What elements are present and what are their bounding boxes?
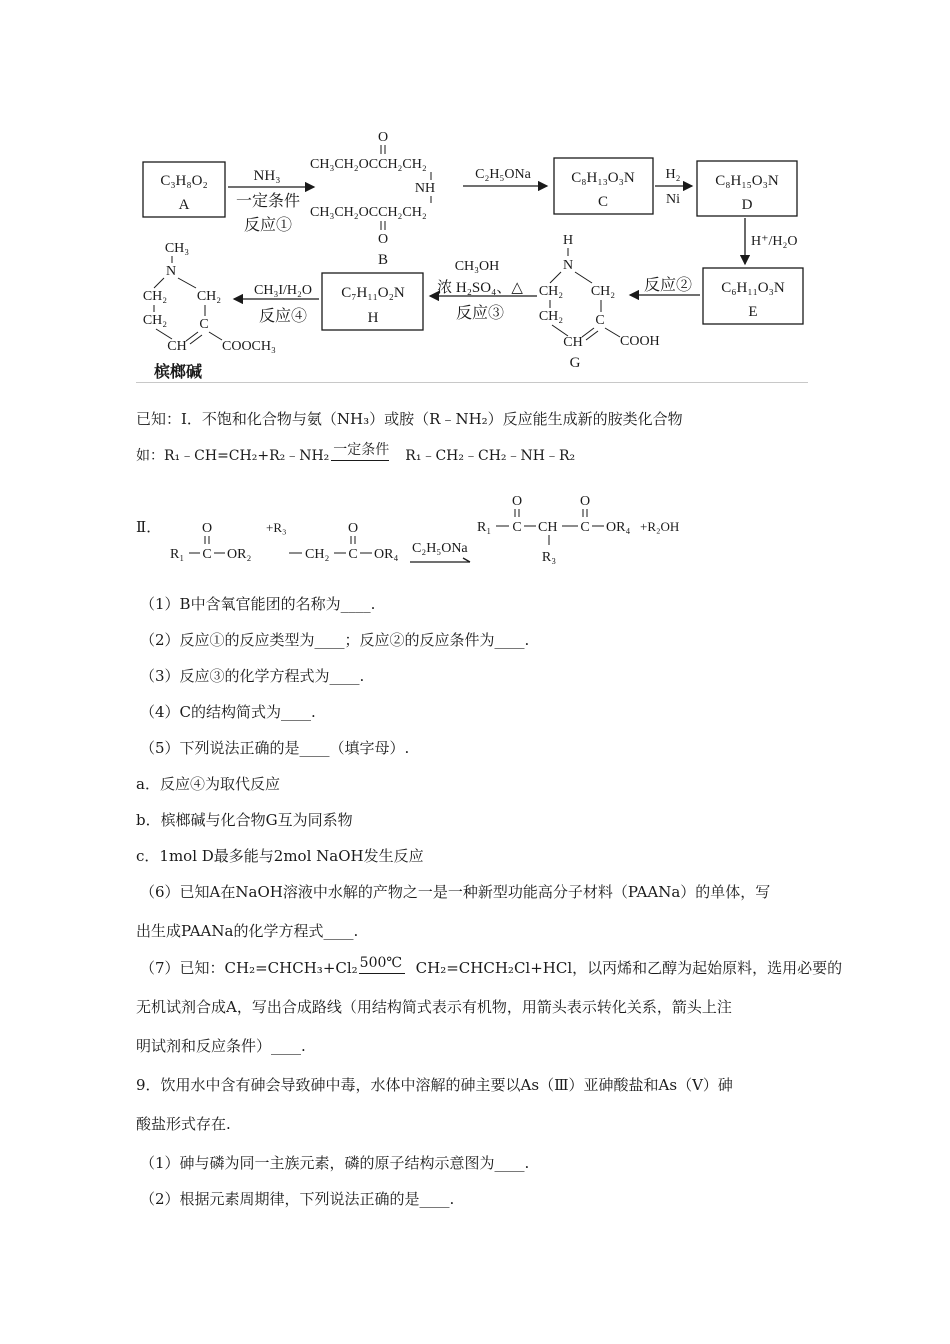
arrow-6-reaction: 反应③ xyxy=(455,305,505,322)
question-2: （2）反应①的反应类型为____；反应②的反应条件为____. xyxy=(140,631,530,649)
arrow-3-catalyst: Ni xyxy=(666,192,680,207)
ii-r1: R₁ xyxy=(170,547,185,562)
divider xyxy=(136,382,808,383)
known-i-arrow xyxy=(329,442,391,466)
ii-ch2: CH₂ xyxy=(305,547,330,562)
known-i-example xyxy=(136,442,576,466)
known-i-title: 已知：Ⅰ．不饱和化合物与氨（NH₃）或胺（R﹣NH₂）反应能生成新的胺类化合物 xyxy=(136,410,683,428)
h-formula: C₇H₁₁O₂N xyxy=(341,285,405,301)
g-ch2-left-bottom: CH₂ xyxy=(538,309,564,324)
ii-label: Ⅱ． xyxy=(136,520,162,536)
arrow-4-reagent: H⁺/H₂O xyxy=(751,234,798,249)
ii-p-or4: OR₄ xyxy=(606,520,631,535)
question-4: （4）C的结构简式为____. xyxy=(140,703,316,721)
ii-or4: OR₄ xyxy=(374,547,399,562)
g-ch2-right: CH₂ xyxy=(590,284,616,299)
ii-p-ch: CH xyxy=(538,520,558,535)
arrow-2-reagent: C₂H₅ONa xyxy=(475,167,531,182)
question-5: （5）下列说法正确的是____（填字母）. xyxy=(140,739,410,757)
e-label: E xyxy=(748,304,758,320)
question-9-2: （2）根据元素周期律，下列说法正确的是____. xyxy=(140,1190,455,1208)
g-c: C xyxy=(595,313,605,328)
b-line-bottom: CH₃CH₂OCCH₂CH₂ xyxy=(310,205,427,220)
g-h: H xyxy=(562,233,574,248)
known-i-condition: 一定条件 xyxy=(333,442,390,458)
b-o-top: O xyxy=(377,130,389,145)
ii-p-plus: +R₂OH xyxy=(640,519,680,534)
p-ch2-right: CH₂ xyxy=(196,289,222,304)
p-c: C xyxy=(199,317,209,332)
h-label: H xyxy=(367,310,379,326)
p-ch2-left-bottom: CH₂ xyxy=(142,313,168,328)
p-ch3: CH₃ xyxy=(164,241,190,256)
known-ii-equation xyxy=(0,480,950,580)
ii-p-r1: R₁ xyxy=(477,520,492,535)
arrow-1-condition: 一定条件 xyxy=(235,193,301,210)
arrow-7-reaction: 反应④ xyxy=(258,308,308,325)
question-6-line-2: 出生成PAANa的化学方程式____. xyxy=(136,922,359,940)
question-7-arrow xyxy=(358,955,406,979)
a-formula: C₃H₈O₂ xyxy=(160,173,208,189)
p-label: 槟榔碱 xyxy=(153,364,203,381)
question-6-line-1: （6）已知A在NaOH溶液中水解的产物之一是一种新型功能高分子材料（PAANa）的单体，写 xyxy=(140,883,771,901)
question-7-line-3: 明试剂和反应条件）____. xyxy=(136,1037,306,1055)
ii-p-r3: R₃ xyxy=(541,550,557,565)
d-label: D xyxy=(741,197,753,213)
c-label: C xyxy=(597,194,609,210)
p-ch: CH xyxy=(167,339,187,354)
ii-plus-r3: +R₃ xyxy=(266,520,287,535)
arrow-3-reagent: H₂ xyxy=(665,167,681,182)
question-7-suffix: CH₂=CHCH₂Cl+HCl，以丙烯和乙醇为起始原料，选用必要的 xyxy=(415,959,843,977)
d-formula: C₈H₁₅O₃N xyxy=(715,173,779,189)
g-ch: CH xyxy=(563,335,583,350)
a-label: A xyxy=(178,197,190,213)
c-formula: C₈H₁₃O₃N xyxy=(571,170,635,186)
question-1: （1）B中含氧官能团的名称为____. xyxy=(140,595,376,613)
arrow-1-reaction: 反应① xyxy=(243,217,293,234)
p-n: N xyxy=(165,264,177,279)
b-o-bottom: O xyxy=(377,232,389,247)
question-7-prefix: （7）已知：CH₂=CHCH₃+Cl₂ xyxy=(140,959,358,977)
g-n: N xyxy=(562,258,574,273)
e-formula: C₆H₁₁O₃N xyxy=(721,280,785,296)
known-i-product: R₁﹣CH₂﹣CH₂﹣NH﹣R₂ xyxy=(405,448,576,464)
question-5-option-c: c．1mol D最多能与2mol NaOH发生反应 xyxy=(136,847,424,865)
g-ch2-left-top: CH₂ xyxy=(538,284,564,299)
question-5-option-b: b．槟榔碱与化合物G互为同系物 xyxy=(136,811,353,829)
b-line-top: CH₃CH₂OCCH₂CH₂ xyxy=(310,157,427,172)
ii-p-c1: C xyxy=(512,520,522,535)
question-7-condition: 500℃ xyxy=(359,955,403,971)
arrow-6-reagent: CH₃OH xyxy=(454,259,500,274)
question-7-line-1 xyxy=(140,955,843,979)
p-cooch3: COOCH₃ xyxy=(222,339,276,354)
ii-o2: O xyxy=(347,521,359,536)
b-label: B xyxy=(377,252,389,268)
question-9-line-1: 9．饮用水中含有砷会导致砷中毒，水体中溶解的砷主要以As（Ⅲ）亚砷酸盐和As（Ⅴ）砷 xyxy=(136,1076,733,1094)
arrow-7-reagent: CH₃I/H₂O xyxy=(254,283,312,298)
question-7-line-2: 无机试剂合成A，写出合成路线（用结构简式表示有机物，用箭头表示转化关系，箭头上注 xyxy=(136,998,732,1016)
arrow-6-condition: 浓 H₂SO₄、△ xyxy=(437,280,523,296)
question-3: （3）反应③的化学方程式为____. xyxy=(140,667,365,685)
question-9-line-2: 酸盐形式存在. xyxy=(136,1115,231,1133)
known-i-reactants: 如：R₁﹣CH=CH₂+R₂﹣NH₂ xyxy=(136,448,330,464)
ii-condition: C₂H₅ONa xyxy=(412,541,468,556)
p-ch2-left-top: CH₂ xyxy=(142,289,168,304)
ii-or2: OR₂ xyxy=(227,547,252,562)
b-nh: NH xyxy=(414,181,436,196)
ii-c1: C xyxy=(202,547,212,562)
g-label: G xyxy=(569,355,581,371)
g-cooh: COOH xyxy=(620,334,660,349)
ii-p-o2: O xyxy=(579,494,591,509)
arrow-5-reaction: 反应② xyxy=(643,277,693,294)
arrow-1-reagent: NH₃ xyxy=(253,168,281,184)
ii-p-c2: C xyxy=(580,520,590,535)
question-5-option-a: a．反应④为取代反应 xyxy=(136,775,280,793)
ii-p-o1: O xyxy=(511,494,523,509)
ii-c2: C xyxy=(348,547,358,562)
question-9-1: （1）砷与磷为同一主族元素，磷的原子结构示意图为____. xyxy=(140,1154,530,1172)
reaction-scheme xyxy=(0,0,950,390)
ii-o1: O xyxy=(201,521,213,536)
